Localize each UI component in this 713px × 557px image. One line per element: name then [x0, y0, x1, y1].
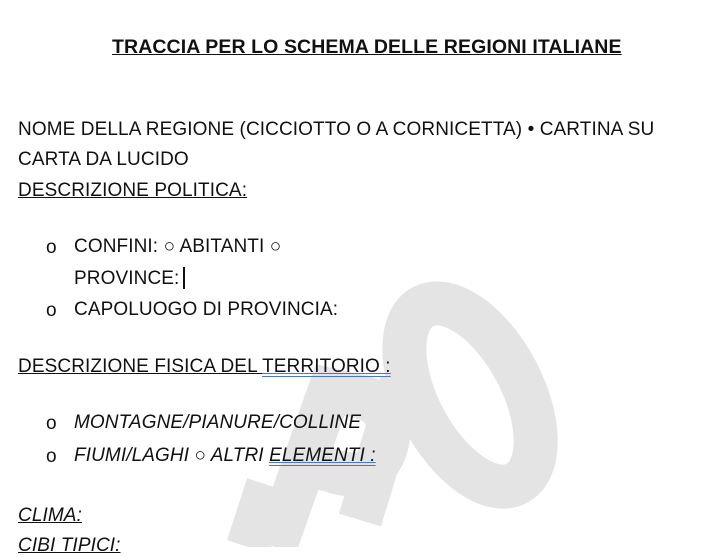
physical-heading — [18, 356, 391, 378]
bullet-icon: o — [46, 300, 57, 321]
list-item-capoluogo: CAPOLUOGO DI PROVINCIA: — [74, 299, 339, 320]
list-item-elementi: ELEMENTI : — [269, 445, 376, 466]
text-cursor — [183, 267, 185, 289]
document-title: TRACCIA PER LO SCHEMA DELLE REGIONI ITALIANE — [112, 36, 622, 58]
clima-heading: CLIMA: — [18, 505, 82, 526]
list-item-confini: CONFINI: ○ ABITANTI ○ — [74, 236, 282, 257]
region-name-line: NOME DELLA REGIONE (CICCIOTTO O A CORNICETTA) • CARTINA SU — [18, 119, 655, 140]
cibi-heading: CIBI TIPICI: — [18, 535, 121, 556]
list-item-fiumi — [74, 445, 376, 467]
bullet-icon: o — [46, 413, 57, 434]
physical-heading-spellcheck: TERRITORIO : — [262, 356, 391, 377]
list-item-fiumi-text: FIUMI/LAGHI ○ ALTRI — [74, 445, 270, 466]
region-map-line: CARTA DA LUCIDO — [18, 149, 189, 170]
bullet-icon: o — [46, 237, 57, 258]
physical-heading-text: DESCRIZIONE FISICA DEL — [18, 356, 263, 377]
bullet-icon: o — [46, 446, 57, 467]
list-item-montagne: MONTAGNE/PIANURE/COLLINE — [74, 412, 362, 433]
list-item-province[interactable] — [74, 267, 185, 290]
list-item-province-label: PROVINCE: — [74, 268, 180, 289]
political-heading: DESCRIZIONE POLITICA: — [18, 180, 248, 201]
